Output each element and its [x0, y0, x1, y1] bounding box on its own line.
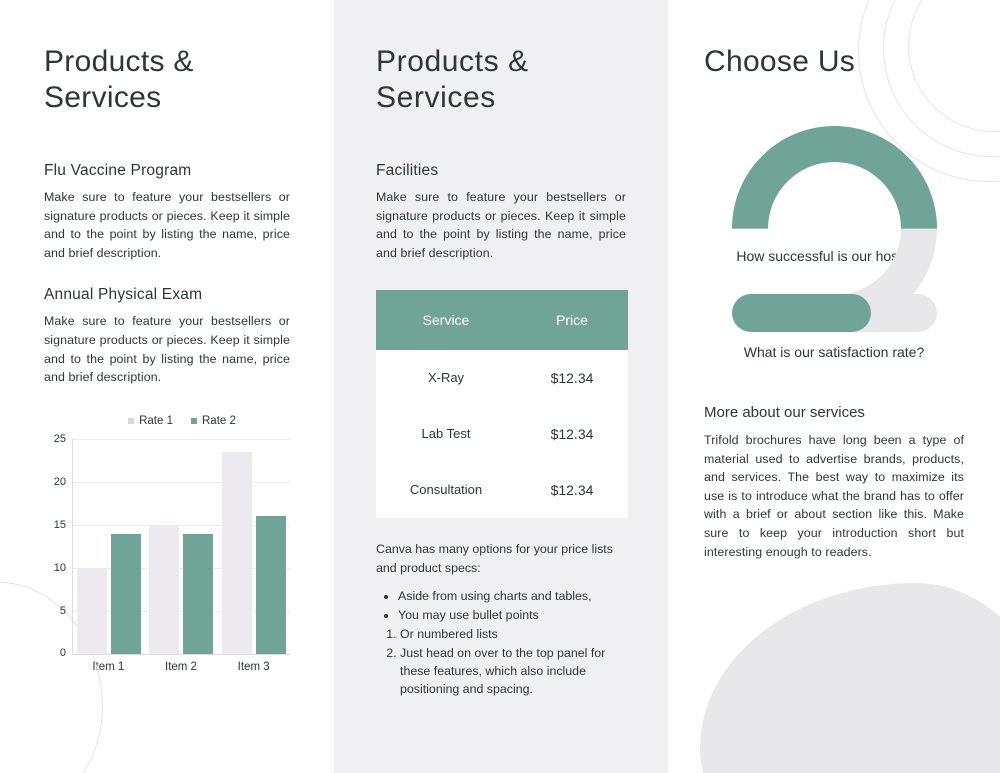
list-item: • Aside from using charts and tables, [398, 588, 626, 606]
y-tick-5: 5 [59, 604, 66, 617]
y-tick-15: 15 [53, 518, 66, 531]
section-heading-facilities: Facilities [376, 162, 439, 179]
legend-item-rate-2 [191, 415, 236, 427]
section-body-annual-physical: Make sure to feature your bestsellers or signature products or pieces. Keep it simple and to the point by listing the name, price and brief description. [44, 314, 290, 385]
table-row [376, 406, 628, 462]
feature-numbered-list [376, 626, 626, 699]
x-label-item-3: Item 3 [237, 660, 270, 673]
section-heading-flu-vaccine: Flu Vaccine Program [44, 162, 192, 179]
price-table-cell-price-3: $12.34 [550, 482, 594, 499]
price-table-cell-service-2: Lab Test [421, 426, 471, 442]
right-panel-title: Choose Us [704, 45, 856, 78]
x-label-item-2: Item 2 [165, 660, 197, 673]
y-tick-25: 25 [53, 432, 66, 445]
decorative-blob-bottom-right [700, 583, 1000, 773]
section-heading-more-about-services: More about our services [704, 404, 865, 421]
list-item: • You may use bullet points [398, 607, 626, 625]
legend-item-rate-1 [128, 415, 173, 427]
section-body-more-about-services: Trifold brochures have long been a type of material used to advertise brands, products, and services. The best way to maximize its use is to introduce what the brand has to offer with a brief or about section like this. Make sure to keep your introduction short but interesting enough to readers. [704, 433, 964, 559]
y-tick-20: 20 [53, 475, 66, 488]
y-tick-0: 0 [59, 646, 66, 659]
chart-group-item-1 [77, 439, 141, 654]
bar-item-1-rate-1 [77, 568, 107, 654]
chart-y-axis [44, 432, 72, 659]
price-table-header [376, 290, 628, 350]
price-table-cell-service-3: Consultation [409, 482, 483, 498]
list-item: 2. Just head on over to the top panel for these features, which also include positioning and spacing. [400, 645, 626, 699]
chart-group-item-3 [222, 439, 286, 654]
satisfaction-rate-bar [732, 294, 937, 332]
feature-bullet-list [376, 588, 626, 625]
price-list-note: Canva has many options for your price lists and product specs: [376, 542, 613, 576]
bar-item-2-rate-2 [183, 534, 213, 654]
panel-right [668, 0, 1000, 773]
price-table-cell-service-1: X-Ray [427, 370, 465, 386]
chart-group-item-2 [149, 439, 213, 654]
price-table-cell-price-1: $12.34 [550, 370, 594, 387]
pill-caption: What is our satisfaction rate? [743, 344, 925, 360]
gauge-caption: How successful is our hospital? [736, 248, 932, 264]
price-table [376, 290, 628, 518]
left-panel-title: Products & Services [44, 45, 194, 114]
table-row [376, 462, 628, 518]
legend-label-rate-2: Rate 2 [202, 414, 236, 427]
y-tick-10: 10 [53, 561, 66, 574]
chart-legend [44, 415, 290, 427]
hospital-success-gauge [732, 126, 937, 236]
chart-x-axis-labels [72, 661, 290, 673]
list-item: 1. Or numbered lists [400, 626, 626, 644]
legend-label-rate-1: Rate 1 [139, 414, 173, 427]
bar-item-1-rate-2 [111, 534, 141, 654]
bar-chart [44, 415, 290, 673]
section-body-flu-vaccine: Make sure to feature your bestsellers or signature products or pieces. Keep it simple and to the point by listing the name, price and brief description. [44, 190, 290, 260]
progress-fill [732, 294, 871, 332]
bar-item-2-rate-1 [149, 525, 179, 654]
chart-groups [73, 439, 290, 654]
x-label-item-1: Item 1 [92, 660, 125, 673]
panel-left [0, 0, 334, 773]
table-row [376, 350, 628, 406]
price-table-cell-price-2: $12.34 [550, 426, 594, 443]
section-heading-annual-physical: Annual Physical Exam [44, 286, 203, 304]
legend-swatch-rate-1 [128, 418, 134, 424]
bar-item-3-rate-1 [222, 452, 252, 654]
chart-bars-container [72, 439, 290, 655]
mid-panel-title: Products & Services [376, 45, 529, 114]
price-table-header-service: Service [422, 312, 470, 329]
section-body-facilities: Make sure to feature your bestsellers or signature products or pieces. Keep it simple and to the point by listing the name, price and brief description. [376, 190, 626, 260]
price-table-header-price: Price [556, 312, 588, 329]
legend-swatch-rate-2 [191, 418, 197, 424]
chart-plot-area [44, 432, 290, 659]
bar-item-3-rate-2 [256, 516, 286, 654]
panel-middle [334, 0, 668, 773]
